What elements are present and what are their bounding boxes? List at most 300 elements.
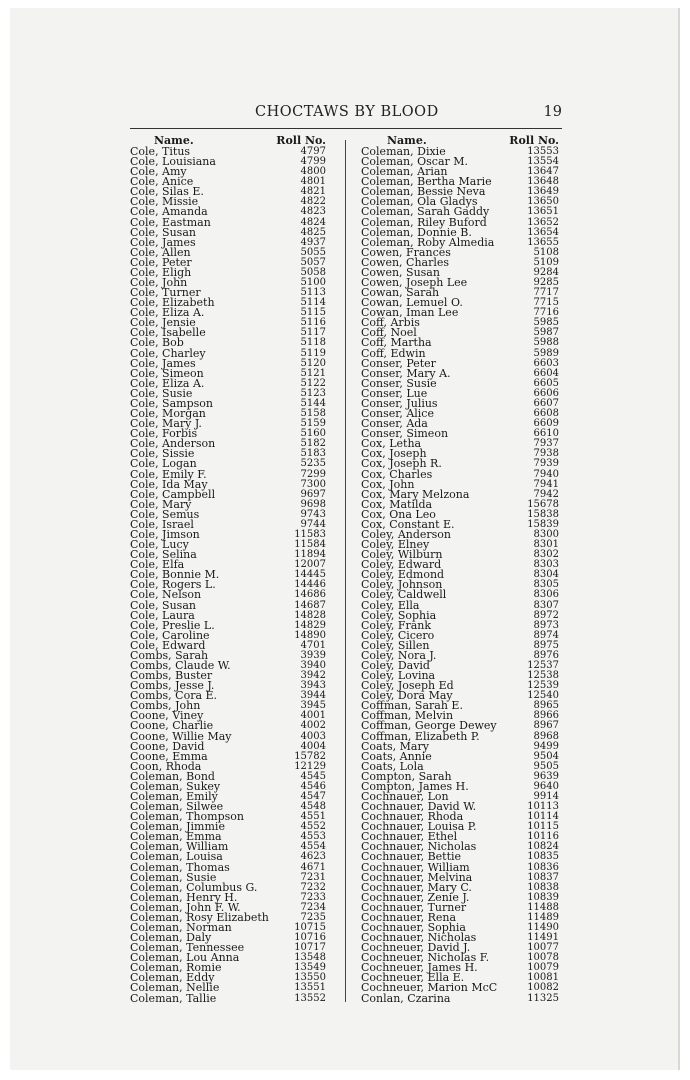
roll-number: 13654	[527, 226, 559, 238]
roll-number: 10081	[527, 972, 559, 984]
roll-number: 3939	[300, 649, 326, 661]
person-name: Cole, Missie	[130, 195, 199, 209]
person-name: Conser, Susie	[361, 376, 437, 390]
roll-number: 12540	[527, 690, 559, 702]
roll-number: 8966	[533, 710, 559, 722]
person-name: Coleman, Oscar M.	[361, 155, 469, 169]
person-name: Cole, Turner	[130, 286, 201, 300]
roll-number: 7938	[533, 448, 559, 460]
person-name: Combs, Jesse J.	[130, 679, 215, 693]
person-name: Conser, Julius	[361, 396, 438, 410]
person-name: Cole, Caroline	[130, 628, 210, 642]
person-name: Coleman, Riley Buford	[361, 215, 487, 229]
list-item	[361, 991, 559, 1005]
roll-number: 10835	[527, 851, 559, 863]
roll-number: 5987	[533, 327, 559, 339]
roll-number: 13652	[527, 216, 559, 228]
person-name: Coley, Caldwell	[361, 588, 447, 602]
person-name: Conser, Simeon	[361, 427, 449, 441]
roll-number: 3942	[300, 670, 326, 682]
person-name: Conlan, Czarina	[361, 991, 451, 1005]
person-name: Coone, Charlie	[130, 719, 214, 733]
roll-number: 4003	[300, 730, 326, 742]
person-name: Cole, Eliza A.	[130, 376, 205, 390]
roll-number: 13650	[527, 196, 559, 208]
person-name: Cole, Selina	[130, 548, 197, 562]
roll-number: 15838	[527, 508, 559, 520]
roll-number: 8304	[533, 569, 559, 581]
person-name: Cole, Laura	[130, 608, 195, 622]
person-name: Cole, Israel	[130, 517, 194, 531]
roll-number: 4551	[300, 811, 326, 823]
roll-number: 5108	[533, 246, 559, 258]
roll-number: 13651	[527, 206, 559, 218]
person-name: Cole, Ida May	[130, 477, 208, 491]
person-name: Conser, Lue	[361, 386, 428, 400]
left-column	[130, 136, 326, 1004]
roll-number: 6603	[533, 357, 559, 369]
column-divider	[345, 140, 346, 1002]
roll-number: 9499	[533, 740, 559, 752]
roll-number: 6608	[533, 408, 559, 420]
person-name: Cole, Susie	[130, 386, 193, 400]
person-name: Coleman, Rosy Elizabeth	[130, 910, 269, 924]
roll-number: 8306	[533, 589, 559, 601]
person-name: Coley, Ella	[361, 598, 420, 612]
person-name: Cochneuer, Ella E.	[361, 971, 465, 985]
roll-number: 12539	[527, 680, 559, 692]
roll-number: 8976	[533, 649, 559, 661]
person-name: Cole, Silas E.	[130, 185, 204, 199]
roll-number: 10717	[294, 942, 326, 954]
roll-number: 5119	[300, 347, 326, 359]
person-name: Cochnauer, Ethel	[361, 830, 458, 844]
roll-number: 9504	[533, 750, 559, 762]
person-name: Coleman, William	[130, 840, 229, 854]
person-name: Cole, James	[130, 235, 196, 249]
roll-number: 4937	[300, 236, 326, 248]
person-name: Coley, Dora May	[361, 689, 453, 703]
roll-number: 8965	[533, 700, 559, 712]
person-name: Coleman, Roby Almedia	[361, 235, 495, 249]
person-name: Coffman, George Dewey	[361, 719, 497, 733]
roll-number: 13647	[527, 166, 559, 178]
person-name: Coffman, Melvin	[361, 709, 454, 723]
roll-number: 7300	[300, 478, 326, 490]
roll-number: 5235	[300, 458, 326, 470]
roll-number: 7235	[300, 911, 326, 923]
page-number: 19	[543, 104, 562, 120]
person-name: Cochneuer, Marion McC	[361, 981, 498, 995]
roll-number: 5989	[533, 347, 559, 359]
person-name: Cox, Joseph	[361, 447, 427, 461]
roll-number: 5114	[300, 297, 326, 309]
person-name: Cole, Morgan	[130, 407, 206, 421]
roll-number: 5985	[533, 317, 559, 329]
roll-number: 4701	[300, 639, 326, 651]
person-name: Coleman, Henry H.	[130, 890, 238, 904]
roll-number: 4671	[300, 861, 326, 873]
person-name: Coone, Willie May	[130, 729, 232, 743]
roll-number: 14686	[294, 589, 326, 601]
roll-number: 5116	[300, 317, 326, 329]
person-name: Coats, Annie	[361, 749, 432, 763]
roll-number: 5122	[300, 377, 326, 389]
roll-number: 4825	[300, 226, 326, 238]
person-name: Coley, David	[361, 658, 430, 672]
roll-number: 4799	[300, 156, 326, 168]
person-name: Coleman, Dixie	[361, 145, 446, 158]
list-item	[130, 991, 326, 1005]
person-name: Compton, Sarah	[361, 769, 452, 783]
person-name: Cole, Emily F.	[130, 467, 207, 481]
roll-number: 7717	[533, 287, 559, 299]
roll-number: 7299	[300, 468, 326, 480]
roll-number: 3940	[300, 659, 326, 671]
name-header: Name.	[154, 134, 194, 147]
roll-number: 9698	[300, 498, 326, 510]
person-name: Conser, Alice	[361, 407, 434, 421]
roll-number: 10078	[527, 952, 559, 964]
person-name: Cole, Susan	[130, 598, 196, 612]
roll-number: 9284	[533, 266, 559, 278]
roll-number: 8302	[533, 549, 559, 561]
person-name: Cox, Constant E.	[361, 517, 455, 531]
person-name: Coon, Rhoda	[130, 759, 202, 773]
roll-number: 10115	[527, 821, 559, 833]
person-name: Cox, Charles	[361, 467, 433, 481]
roll-number: 13648	[527, 176, 559, 188]
person-name: Cox, John	[361, 477, 415, 491]
roll-number: 4821	[300, 186, 326, 198]
roll-number: 10839	[527, 891, 559, 903]
roll-number: 7940	[533, 468, 559, 480]
roll-number: 6607	[533, 397, 559, 409]
person-name: Cochnauer, Turner	[361, 900, 467, 914]
person-name: Coleman, Thompson	[130, 810, 245, 824]
roll-number: 4800	[300, 166, 326, 178]
person-name: Cole, Edward	[130, 638, 206, 652]
roll-number: 7232	[300, 881, 326, 893]
person-name: Cole, Semus	[130, 507, 200, 521]
person-name: Coleman, Sarah Gaddy	[361, 205, 490, 219]
roll-number: 14829	[294, 619, 326, 631]
person-name: Cole, Eastman	[130, 215, 211, 229]
roll-number: 7942	[533, 488, 559, 500]
roll-number: 9505	[533, 760, 559, 772]
roll-number: 9744	[300, 518, 326, 530]
person-name: Cole, Preslie L.	[130, 618, 215, 632]
roll-number: 8300	[533, 528, 559, 540]
person-name: Cowan, Sarah	[361, 286, 440, 300]
person-name: Cole, Eligh	[130, 265, 192, 279]
person-name: Cox, Letha	[361, 437, 422, 451]
roll-number: 14890	[294, 629, 326, 641]
roll-number: 4801	[300, 176, 326, 188]
person-name: Cole, Elfa	[130, 558, 185, 572]
document-page	[10, 8, 678, 1070]
roll-number: 13553	[527, 146, 559, 157]
person-name: Coone, Viney	[130, 709, 204, 723]
roll-number: 4002	[300, 720, 326, 732]
person-name: Cole, Titus	[130, 145, 191, 158]
roll-number: 9285	[533, 277, 559, 289]
roll-number: 8303	[533, 559, 559, 571]
roll-number: 14687	[294, 599, 326, 611]
person-name: Cochnauer, Bettie	[361, 850, 462, 864]
roll-number: 13548	[294, 952, 326, 964]
person-name: Cowan, Lemuel O.	[361, 296, 463, 310]
roll-number: 5183	[300, 448, 326, 460]
roll-number: 3944	[300, 690, 326, 702]
roll-number: 7937	[533, 438, 559, 450]
person-name: Cole, Forbis	[130, 427, 198, 441]
person-name: Cole, Louisiana	[130, 155, 216, 169]
person-name: Cowen, Frances	[361, 245, 451, 259]
roll-header: Roll No.	[509, 134, 559, 147]
page-title: CHOCTAWS BY BLOOD	[255, 104, 439, 120]
header-rule	[130, 128, 562, 129]
roll-number: 10838	[527, 881, 559, 893]
roll-number: 6606	[533, 387, 559, 399]
person-name: Cole, Jensie	[130, 316, 196, 330]
person-name: Coff, Noel	[361, 326, 417, 340]
person-name: Cochnauer, Lon	[361, 790, 449, 803]
person-name: Cox, Matilda	[361, 497, 433, 511]
person-name: Cochnauer, Mary C.	[361, 880, 472, 894]
person-name: Coley, Nora J.	[361, 648, 437, 662]
roll-number: 5113	[300, 287, 326, 299]
person-name: Coleman, Nellie	[130, 981, 220, 995]
person-name: Combs, Buster	[130, 669, 213, 683]
roll-number: 13550	[294, 972, 326, 984]
right-column	[361, 136, 559, 1004]
person-name: Cole, Charley	[130, 346, 206, 360]
roll-number: 5988	[533, 337, 559, 349]
person-name: Coone, Emma	[130, 749, 208, 763]
person-name: Coats, Mary	[361, 739, 429, 753]
person-name: Cole, Bob	[130, 336, 184, 350]
person-name: Coleman, Silwee	[130, 800, 224, 814]
person-name: Cole, James	[130, 356, 196, 370]
person-name: Coleman, Daly	[130, 931, 212, 945]
person-name: Cochnauer, Nicholas	[361, 931, 477, 945]
person-name: Coleman, John F. W.	[130, 900, 241, 914]
roll-number: 7715	[533, 297, 559, 309]
roll-number: 5115	[300, 307, 326, 319]
person-name: Coley, Anderson	[361, 527, 452, 541]
person-name: Cochneuer, James H.	[361, 961, 478, 975]
person-name: Coone, David	[130, 739, 205, 753]
person-name: Cox, Joseph R.	[361, 457, 442, 471]
person-name: Cochneuer, David J.	[361, 941, 471, 955]
person-name: Cole, Amanda	[130, 205, 208, 219]
roll-number: 9914	[533, 791, 559, 802]
person-name: Conser, Mary A.	[361, 366, 451, 380]
person-name: Coleman, Lou Anna	[130, 951, 240, 965]
roll-number: 11490	[527, 922, 559, 934]
person-name: Coleman, Louisa	[130, 850, 223, 864]
person-name: Coleman, Emily	[130, 790, 218, 803]
person-name: Cowan, Iman Lee	[361, 306, 459, 320]
person-name: Combs, Claude W.	[130, 658, 231, 672]
person-name: Cole, Mary	[130, 497, 192, 511]
person-name: Coleman, Norman	[130, 921, 232, 935]
roll-number: 8974	[533, 629, 559, 641]
person-name: Coley, Sophia	[361, 608, 437, 622]
roll-number: 12538	[527, 670, 559, 682]
roll-number: 8305	[533, 579, 559, 591]
roll-number: 11584	[294, 539, 326, 551]
person-name: Cochnauer, Nicholas	[361, 840, 477, 854]
roll-number: 4553	[300, 831, 326, 843]
roll-number: 5055	[300, 246, 326, 258]
person-name: Coleman, Sukey	[130, 779, 221, 793]
person-name: Coley, Sillen	[361, 638, 430, 652]
person-name: Cole, Sampson	[130, 396, 213, 410]
roll-number: 5182	[300, 438, 326, 450]
person-name: Cole, John	[130, 276, 188, 290]
person-name: Cochnauer, William	[361, 860, 470, 874]
roll-number: 6605	[533, 377, 559, 389]
roll-number: 4623	[300, 851, 326, 863]
roll-number: 7939	[533, 458, 559, 470]
roll-number: 5118	[300, 337, 326, 349]
roll-number: 9743	[300, 508, 326, 520]
person-name: Cochnauer, Melvina	[361, 870, 473, 884]
roll-number: 5117	[300, 327, 326, 339]
person-name: Cole, Lucy	[130, 538, 189, 552]
roll-number: 12007	[294, 559, 326, 571]
person-name: Cole, Logan	[130, 457, 197, 471]
roll-number: 7231	[300, 871, 326, 883]
person-name: Coff, Arbis	[361, 316, 420, 330]
roll-number: 12129	[294, 760, 326, 772]
roll-number: 8975	[533, 639, 559, 651]
roll-number: 6610	[533, 428, 559, 440]
person-name: Cochnauer, Rhoda	[361, 810, 464, 824]
person-name: Coleman, Tallie	[130, 991, 217, 1005]
person-name: Coffman, Elizabeth P.	[361, 729, 480, 743]
person-name: Cole, Mary J.	[130, 417, 202, 431]
roll-number: 15678	[527, 498, 559, 510]
roll-number: 7941	[533, 478, 559, 490]
roll-number: 5100	[300, 277, 326, 289]
person-name: Cole, Sissie	[130, 447, 195, 461]
roll-number: 11489	[527, 911, 559, 923]
person-name: Coats, Lola	[361, 759, 424, 773]
person-name: Cole, Bonnie M.	[130, 568, 220, 582]
roll-number: 5057	[300, 256, 326, 268]
roll-number: 11325	[527, 992, 559, 1004]
roll-number: 4823	[300, 206, 326, 218]
person-name: Combs, Sarah	[130, 648, 209, 662]
roll-number: 13649	[527, 186, 559, 198]
person-name: Cowen, Charles	[361, 255, 450, 269]
roll-number: 12537	[527, 659, 559, 671]
roll-number: 9697	[300, 488, 326, 500]
roll-number: 4822	[300, 196, 326, 208]
roll-number: 4797	[300, 146, 326, 157]
person-name: Cole, Jimson	[130, 527, 200, 541]
roll-number: 9639	[533, 770, 559, 782]
person-name: Coleman, Bertha Marie	[361, 175, 492, 189]
roll-number: 14446	[294, 579, 326, 591]
roll-number: 10114	[527, 811, 559, 823]
person-name: Coley, Cicero	[361, 628, 435, 642]
person-name: Cole, Allen	[130, 245, 191, 259]
roll-number: 4546	[300, 780, 326, 792]
roll-number: 13554	[527, 156, 559, 168]
roll-number: 8967	[533, 720, 559, 732]
roll-number: 8307	[533, 599, 559, 611]
person-name: Cole, Eliza A.	[130, 306, 205, 320]
person-name: Compton, James H.	[361, 779, 469, 793]
person-name: Coley, Johnson	[361, 578, 443, 592]
roll-number: 13552	[294, 992, 326, 1004]
person-name: Cochnauer, Louisa P.	[361, 820, 477, 834]
roll-number: 14445	[294, 569, 326, 581]
person-name: Cowen, Joseph Lee	[361, 276, 468, 290]
roll-number: 3945	[300, 700, 326, 712]
roll-number: 10077	[527, 942, 559, 954]
person-name: Coleman, Jimmie	[130, 820, 225, 834]
person-name: Coley, Frank	[361, 618, 432, 632]
roll-number: 7234	[300, 901, 326, 913]
person-name: Coley, Wilburn	[361, 548, 443, 562]
person-name: Coleman, Emma	[130, 830, 222, 844]
person-name: Cochnauer, David W.	[361, 800, 477, 814]
person-name: Conser, Peter	[361, 356, 436, 370]
person-name: Cochneuer, Nicholas F.	[361, 951, 490, 965]
person-name: Cole, Simeon	[130, 366, 204, 380]
person-name: Cox, Mary Melzona	[361, 487, 470, 501]
person-name: Combs, Cora E.	[130, 689, 218, 703]
person-name: Coley, Edward	[361, 558, 442, 572]
person-name: Cole, Susan	[130, 225, 196, 239]
roll-number: 14828	[294, 609, 326, 621]
name-header: Name.	[387, 134, 427, 147]
person-name: Coleman, Eddy	[130, 971, 215, 985]
person-name: Coley, Joseph Ed	[361, 679, 454, 693]
roll-number: 4554	[300, 841, 326, 853]
roll-number: 5160	[300, 428, 326, 440]
roll-number: 10824	[527, 841, 559, 853]
roll-number: 15839	[527, 518, 559, 530]
roll-number: 5058	[300, 266, 326, 278]
roll-number: 8972	[533, 609, 559, 621]
roll-number: 10715	[294, 922, 326, 934]
roll-number: 15782	[294, 750, 326, 762]
roll-number: 11894	[294, 549, 326, 561]
person-name: Coleman, Arian	[361, 165, 448, 179]
roll-number: 10836	[527, 861, 559, 873]
person-name: Cole, Anderson	[130, 437, 216, 451]
person-name: Cochnauer, Zenie J.	[361, 890, 470, 904]
roll-number: 5158	[300, 408, 326, 420]
roll-number: 5123	[300, 387, 326, 399]
roll-number: 7233	[300, 891, 326, 903]
person-name: Coleman, Tennessee	[130, 941, 245, 955]
roll-number: 10082	[527, 982, 559, 994]
roll-number: 13551	[294, 982, 326, 994]
person-name: Coleman, Romie	[130, 961, 222, 975]
roll-number: 10079	[527, 962, 559, 974]
roll-number: 10837	[527, 871, 559, 883]
person-name: Cole, Nelson	[130, 588, 202, 602]
person-name: Coff, Edwin	[361, 346, 426, 360]
roll-number: 13655	[527, 236, 559, 248]
